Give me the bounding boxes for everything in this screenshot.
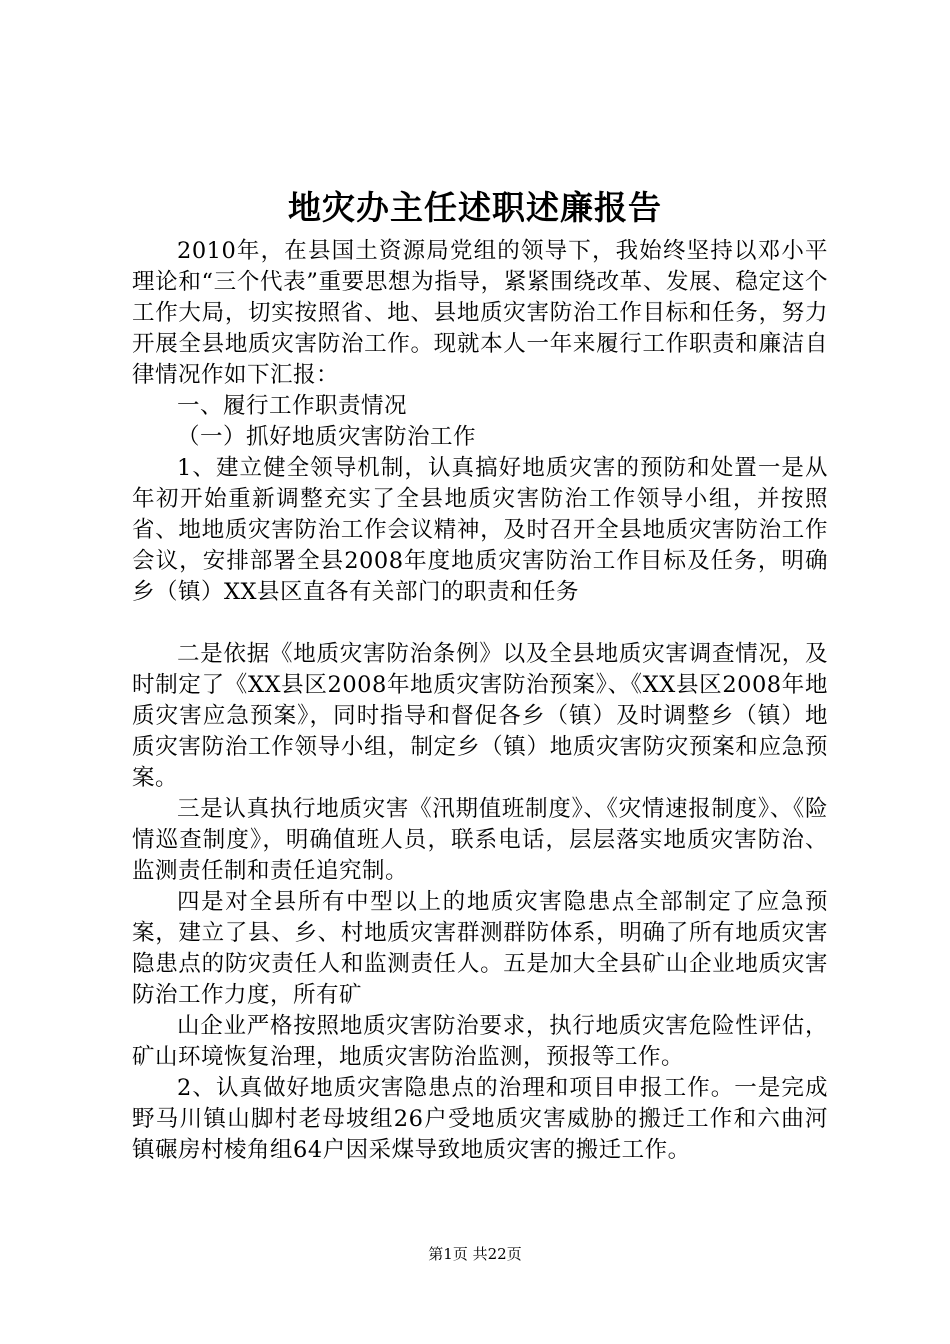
document-body [132,236,828,1166]
document-title: 地灾办主任述职述廉报告 [288,188,662,227]
paragraph-third: 三是认真执行地质灾害《汛期值班制度》、《灾情速报制度》、《险情巡查制度》，明确值班人员，联系电话，层层落实地质灾害防治、监测责任制和责任追究制。 [132,796,828,884]
paragraph-second: 二是依据《地质灾害防治条例》以及全县地质灾害调查情况，及时制定了《XX县区2008年地质灾害防治预案》、《XX县区2008年地质灾害应急预案》，同时指导和督促各乡（镇）及时调整乡（镇）地质灾害防治工作领导小组，制定乡（镇）地质灾害防灾预案和应急预案。 [132,641,828,791]
paragraph-item-1: 1、建立健全领导机制，认真搞好地质灾害的预防和处置一是从年初开始重新调整充实了全县地质灾害防治工作领导小组，并按照省、地地质灾害防治工作会议精神，及时召开全县地质灾害防治工作会议，安排部署全县2008年度地质灾害防治工作目标及任务，明确乡（镇）XX县区直各有关部门的职责和任务 [132,455,828,605]
paragraph-continuation: 山企业严格按照地质灾害防治要求，执行地质灾害危险性评估，矿山环境恢复治理，地质灾害防治监测，预报等工作。 [132,1013,828,1070]
page-number: 第1页 共22页 [428,1245,522,1263]
paragraph-fourth: 四是对全县所有中型以上的地质灾害隐患点全部制定了应急预案，建立了县、乡、村地质灾害群测群防体系，明确了所有地质灾害隐患点的防灾责任人和监测责任人。五是加大全县矿山企业地质灾害防治工作力度，所有矿 [132,889,828,1008]
paragraph-item-2: 2、认真做好地质灾害隐患点的治理和项目申报工作。一是完成野马川镇山脚村老母坡组26户受地质灾害威胁的搬迁工作和六曲河镇碾房村棱角组64户因采煤导致地质灾害的搬迁工作。 [132,1075,828,1163]
section-heading: 一、履行工作职责情况 [177,393,408,419]
subsection-heading: （一）抓好地质灾害防治工作 [177,424,477,450]
paragraph-intro: 2010年，在县国土资源局党组的领导下，我始终坚持以邓小平理论和“三个代表”重要思想为指导，紧紧围绕改革、发展、稳定这个工作大局，切实按照省、地、县地质灾害防治工作目标和任务，努力开展全县地质灾害防治工作。现就本人一年来履行工作职责和廉洁自律情况作如下汇报： [132,238,828,388]
